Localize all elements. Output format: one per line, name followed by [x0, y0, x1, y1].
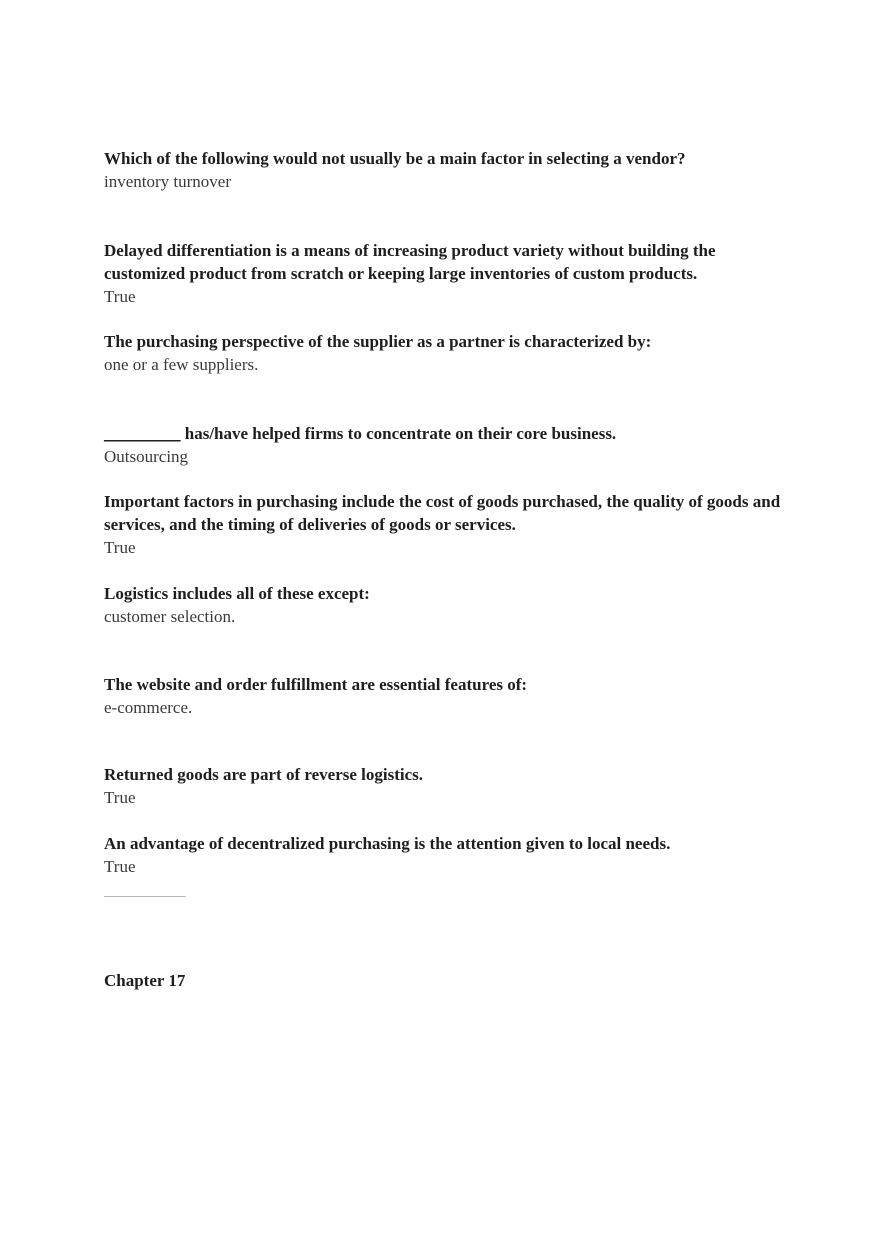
section-divider [104, 896, 186, 897]
question-text: Important factors in purchasing include the cost of goods purchased, the quality of goods and services, and the timing of deliveries of goods or services. [104, 492, 781, 534]
answer-text: customer selection. [104, 607, 236, 626]
qa-item-8 [104, 763, 784, 809]
answer-text: Outsourcing [104, 447, 189, 466]
question-text: Which of the following would not usually be a main factor in selecting a vendor? [104, 149, 686, 168]
qa-item-6 [104, 582, 784, 628]
question-text [104, 422, 784, 445]
answer-text: one or a few suppliers. [104, 355, 259, 374]
question-text: Logistics includes all of these except: [104, 584, 370, 603]
question-text: Delayed differentiation is a means of increasing product variety without building the customized product from scratch or keeping large inventories of custom products. [104, 241, 716, 283]
question-text: An advantage of decentralized purchasing is the attention given to local needs. [104, 834, 671, 853]
question-remainder: has/have helped firms to concentrate on their core business. [180, 424, 617, 443]
chapter-heading: Chapter 17 [104, 971, 186, 990]
qa-item-3 [104, 330, 784, 376]
answer-text: inventory turnover [104, 172, 231, 191]
qa-item-5 [104, 490, 784, 559]
answer-text: True [104, 788, 136, 807]
qa-item-1 [104, 147, 784, 193]
qa-item-2 [104, 239, 784, 308]
qa-item-7 [104, 673, 784, 719]
answer-text: True [104, 287, 136, 306]
question-text: The website and order fulfillment are essential features of: [104, 675, 528, 694]
answer-text: True [104, 857, 136, 876]
fill-in-blank: _________ [104, 424, 181, 443]
qa-item-4 [104, 422, 784, 468]
answer-text: e-commerce. [104, 698, 193, 717]
question-text: Returned goods are part of reverse logistics. [104, 765, 424, 784]
question-text: The purchasing perspective of the supplier as a partner is characterized by: [104, 332, 652, 351]
answer-text: True [104, 538, 136, 557]
qa-item-9 [104, 832, 784, 878]
